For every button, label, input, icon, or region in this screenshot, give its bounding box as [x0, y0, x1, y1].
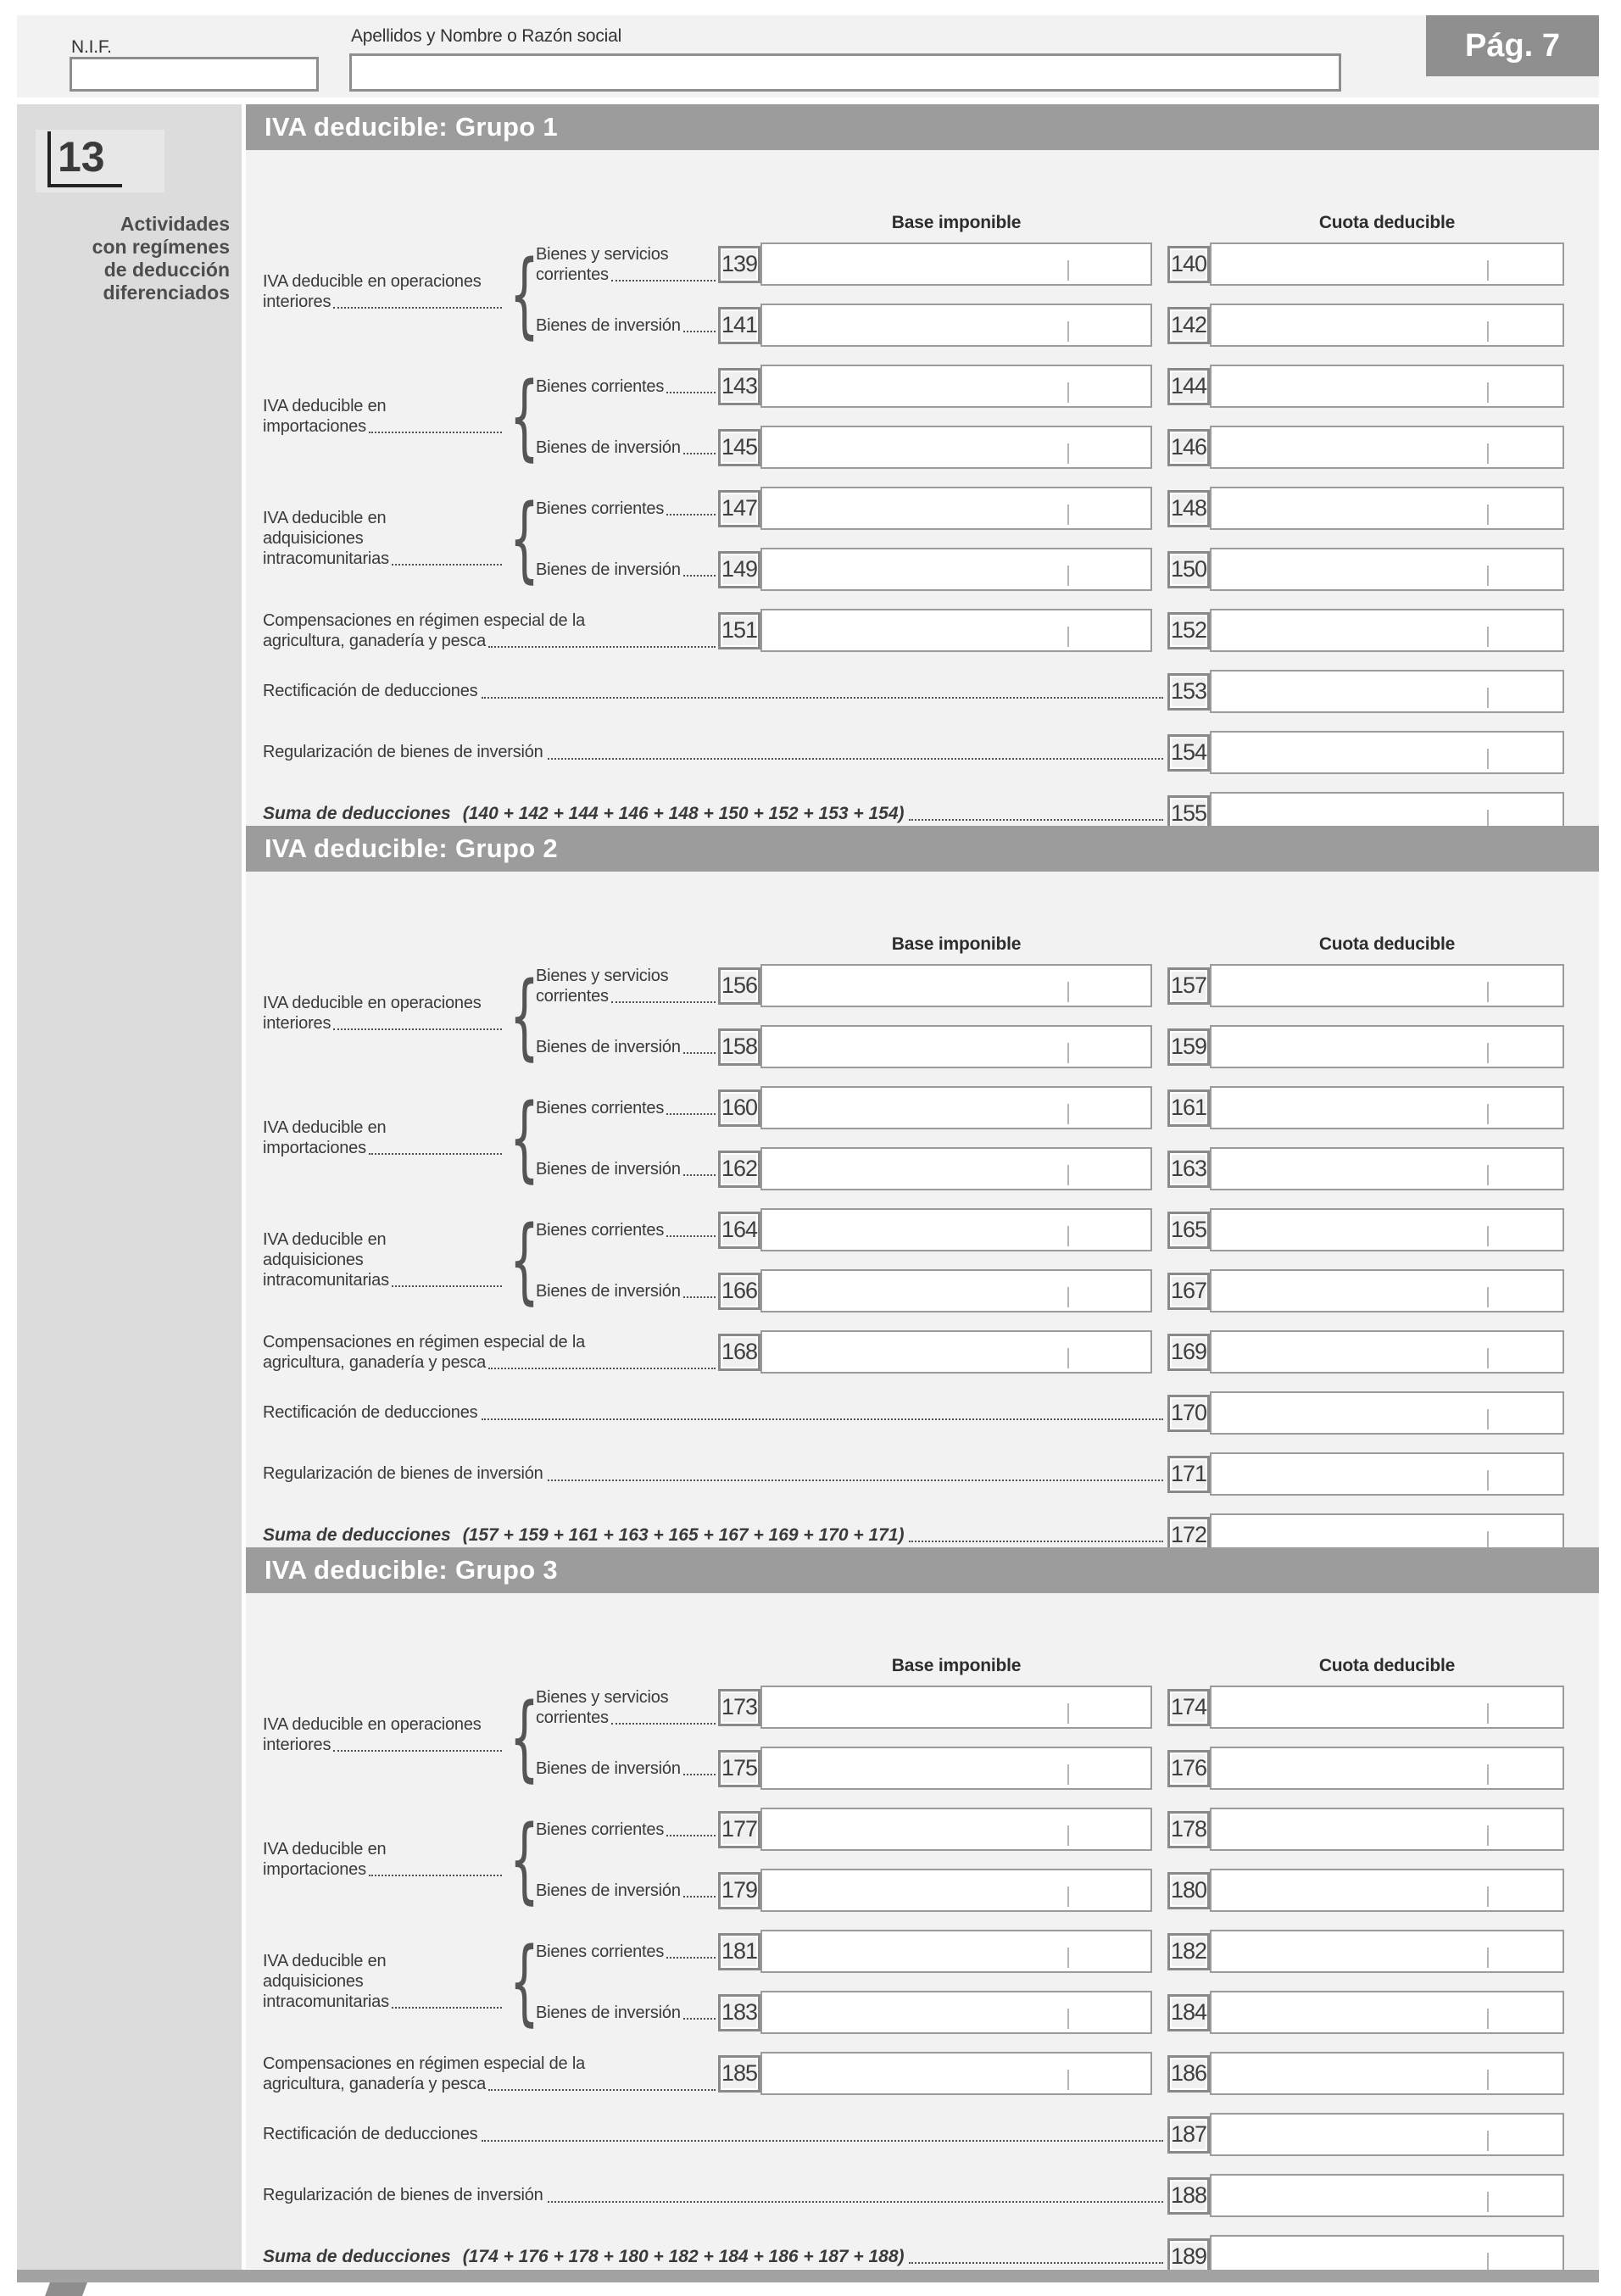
row-bienes-inversion: Bienes de inversión 183 184 — [536, 1991, 1564, 2034]
input-173[interactable] — [760, 1686, 1152, 1729]
input-169[interactable] — [1210, 1330, 1564, 1374]
dot-leader — [369, 416, 502, 433]
brace: { — [510, 362, 539, 471]
input-184[interactable] — [1210, 1991, 1564, 2034]
code-box-149: 149 — [718, 551, 760, 588]
code-box-180: 180 — [1167, 1872, 1210, 1909]
code-box-165: 165 — [1167, 1212, 1210, 1249]
row-bienes-inversion: Bienes de inversión 158 159 — [536, 1025, 1564, 1068]
nif-label: N.I.F. — [71, 37, 112, 57]
code-box-140: 140 — [1167, 246, 1210, 283]
code-box-156: 156 — [718, 967, 760, 1005]
dot-leader — [683, 560, 716, 577]
iva-group-2 — [246, 826, 1599, 1547]
input-165[interactable] — [1210, 1208, 1564, 1251]
input-180[interactable] — [1210, 1869, 1564, 1912]
input-175[interactable] — [760, 1747, 1152, 1790]
code-box-143: 143 — [718, 368, 760, 405]
code-box-176: 176 — [1167, 1750, 1210, 1787]
column-header-cuota: Cuota deducible — [1318, 213, 1456, 232]
input-150[interactable] — [1210, 548, 1564, 591]
nif-input[interactable] — [70, 57, 319, 92]
code-box-164: 164 — [718, 1212, 760, 1249]
row-suma-deducciones: Suma de deducciones (174 + 176 + 178 + 180 + 182 + 184 + 186 + 187 + 188) 189 — [263, 2235, 1564, 2278]
row-bienes-inversion: Bienes de inversión 141 142 — [536, 304, 1564, 347]
brace: { — [510, 240, 539, 348]
row-bienes-corrientes: Bienes corrientes 181 182 — [536, 1930, 1564, 1973]
label-importaciones: IVA deducible en importaciones — [263, 396, 504, 437]
input-181[interactable] — [760, 1930, 1152, 1973]
row-bienes-inversion: Bienes de inversión 162 163 — [536, 1147, 1564, 1190]
label-adquisiciones-intracomunitarias: IVA deducible en adquisiciones intracomunitarias — [263, 508, 504, 569]
page-number-badge: Pág. 7 — [1426, 15, 1599, 76]
brace: { — [510, 1805, 539, 1914]
input-149[interactable] — [760, 548, 1152, 591]
code-box-184: 184 — [1167, 1994, 1210, 2031]
iva-group-1 — [246, 104, 1599, 826]
code-box-146: 146 — [1167, 429, 1210, 466]
dot-leader — [392, 549, 502, 566]
input-147[interactable] — [760, 487, 1152, 530]
code-box-141: 141 — [718, 307, 760, 344]
row-rectificacion: Rectificación de deducciones 187 — [263, 2113, 1564, 2156]
code-box-157: 157 — [1167, 967, 1210, 1005]
section-title-line: de deducción — [103, 259, 230, 281]
code-box-144: 144 — [1167, 368, 1210, 405]
column-header-base: Base imponible — [891, 213, 1022, 232]
label-adquisiciones-intracomunitarias: IVA deducible en adquisiciones intracomunitarias — [263, 1229, 504, 1290]
code-box-178: 178 — [1167, 1811, 1210, 1848]
code-box-158: 158 — [718, 1028, 760, 1066]
input-153[interactable] — [1210, 670, 1564, 713]
input-188[interactable] — [1210, 2174, 1564, 2217]
dot-leader — [666, 376, 716, 393]
dot-leader — [666, 1942, 716, 1959]
row-bienes-inversion: Bienes de inversión 145 146 — [536, 426, 1564, 469]
input-148[interactable] — [1210, 487, 1564, 530]
name-label: Apellidos y Nombre o Razón social — [351, 26, 622, 46]
code-box-172: 172 — [1167, 1517, 1210, 1554]
dot-leader — [683, 437, 716, 454]
label-adquisiciones-intracomunitarias: IVA deducible en adquisiciones intracomunitarias — [263, 1951, 504, 2012]
input-151[interactable] — [760, 609, 1152, 652]
input-141[interactable] — [760, 304, 1152, 347]
code-box-139: 139 — [718, 246, 760, 283]
dot-leader — [666, 1820, 716, 1836]
code-box-159: 159 — [1167, 1028, 1210, 1066]
code-box-189: 189 — [1167, 2238, 1210, 2276]
dot-leader — [333, 292, 502, 309]
label-operaciones-interiores: IVA deducible en operaciones interiores — [263, 1714, 504, 1755]
code-box-187: 187 — [1167, 2116, 1210, 2154]
code-box-182: 182 — [1167, 1933, 1210, 1970]
brace: { — [510, 1927, 539, 2036]
code-box-166: 166 — [718, 1273, 760, 1310]
section-title — [92, 213, 230, 304]
code-box-148: 148 — [1167, 490, 1210, 527]
section-title-line: Actividades — [120, 213, 230, 235]
brace: { — [510, 1084, 539, 1192]
dot-leader — [333, 1013, 502, 1030]
code-box-147: 147 — [718, 490, 760, 527]
dot-leader — [683, 1758, 716, 1775]
row-rectificacion: Rectificación de deducciones 153 — [263, 670, 1564, 713]
label-importaciones: IVA deducible en importaciones — [263, 1117, 504, 1158]
input-144[interactable] — [1210, 365, 1564, 408]
code-box-161: 161 — [1167, 1089, 1210, 1127]
code-box-170: 170 — [1167, 1395, 1210, 1432]
dot-leader — [488, 2074, 716, 2091]
dot-leader — [666, 499, 716, 515]
code-box-188: 188 — [1167, 2177, 1210, 2215]
brace: { — [510, 961, 539, 1070]
input-156[interactable] — [760, 964, 1152, 1007]
dot-leader — [392, 1270, 502, 1287]
form-area — [246, 104, 1599, 2269]
dot-leader — [666, 1098, 716, 1115]
column-header-base: Base imponible — [891, 1656, 1022, 1675]
code-box-142: 142 — [1167, 307, 1210, 344]
input-187[interactable] — [1210, 2113, 1564, 2156]
row-bienes-corrientes: Bienes corrientes 143 144 — [536, 365, 1564, 408]
brace: { — [510, 1683, 539, 1792]
dot-leader — [392, 1992, 502, 2009]
sidebar-section-13 — [17, 104, 242, 2270]
column-header-cuota: Cuota deducible — [1318, 1656, 1456, 1675]
dot-leader — [683, 1037, 716, 1054]
dot-leader — [488, 631, 716, 648]
input-168[interactable] — [760, 1330, 1152, 1374]
input-177[interactable] — [760, 1808, 1152, 1851]
row-compensaciones: Compensaciones en régimen especial de la agricultura, ganadería y pesca 151 152 — [263, 609, 1564, 652]
dot-leader — [683, 1159, 716, 1176]
group-3-header: IVA deducible: Grupo 3 — [246, 1547, 1599, 1593]
dot-leader — [683, 1281, 716, 1298]
dot-leader — [666, 1220, 716, 1237]
input-145[interactable] — [760, 426, 1152, 469]
input-167[interactable] — [1210, 1269, 1564, 1312]
dot-leader — [909, 819, 1163, 821]
input-186[interactable] — [1210, 2052, 1564, 2095]
dot-leader — [909, 1541, 1163, 1542]
code-box-145: 145 — [718, 429, 760, 466]
input-176[interactable] — [1210, 1747, 1564, 1790]
dot-leader — [482, 697, 1163, 699]
code-box-183: 183 — [718, 1994, 760, 2031]
code-box-175: 175 — [718, 1750, 760, 1787]
row-bienes-corrientes: Bienes corrientes 177 178 — [536, 1808, 1564, 1851]
input-185[interactable] — [760, 2052, 1152, 2095]
code-box-168: 168 — [718, 1334, 760, 1371]
dot-leader — [683, 1881, 716, 1898]
code-box-185: 185 — [718, 2055, 760, 2093]
dot-leader — [369, 1138, 502, 1155]
code-box-173: 173 — [718, 1689, 760, 1726]
brace: { — [510, 484, 539, 593]
input-154[interactable] — [1210, 731, 1564, 774]
name-input[interactable] — [349, 53, 1341, 92]
label-importaciones: IVA deducible en importaciones — [263, 1839, 504, 1880]
input-158[interactable] — [760, 1025, 1152, 1068]
dot-leader — [611, 265, 716, 281]
code-box-162: 162 — [718, 1151, 760, 1188]
input-174[interactable] — [1210, 1686, 1564, 1729]
dot-leader — [611, 1708, 716, 1725]
label-operaciones-interiores: IVA deducible en operaciones interiores — [263, 993, 504, 1034]
row-bienes-servicios-corrientes: Bienes y servicios corrientes 139 140 — [536, 242, 1564, 286]
dot-leader — [548, 1480, 1163, 1481]
code-box-163: 163 — [1167, 1151, 1210, 1188]
dot-leader — [548, 758, 1163, 760]
dot-leader — [482, 2140, 1163, 2142]
input-157[interactable] — [1210, 964, 1564, 1007]
code-box-155: 155 — [1167, 795, 1210, 833]
code-box-151: 151 — [718, 612, 760, 649]
row-bienes-corrientes: Bienes corrientes 160 161 — [536, 1086, 1564, 1129]
row-bienes-servicios-corrientes: Bienes y servicios corrientes 173 174 — [536, 1686, 1564, 1729]
row-bienes-corrientes: Bienes corrientes 147 148 — [536, 487, 1564, 530]
row-bienes-inversion: Bienes de inversión 166 167 — [536, 1269, 1564, 1312]
row-regularizacion: Regularización de bienes de inversión 188 — [263, 2174, 1564, 2217]
code-box-181: 181 — [718, 1933, 760, 1970]
dot-leader — [488, 1352, 716, 1369]
page-corner-mark — [45, 2282, 87, 2296]
input-139[interactable] — [760, 242, 1152, 286]
section-title-line: diferenciados — [103, 281, 230, 304]
code-box-169: 169 — [1167, 1334, 1210, 1371]
input-164[interactable] — [760, 1208, 1152, 1251]
input-166[interactable] — [760, 1269, 1152, 1312]
input-146[interactable] — [1210, 426, 1564, 469]
dot-leader — [683, 2003, 716, 2020]
dot-leader — [333, 1735, 502, 1752]
input-140[interactable] — [1210, 242, 1564, 286]
row-regularizacion: Regularización de bienes de inversión 154 — [263, 731, 1564, 774]
row-bienes-inversion: Bienes de inversión 179 180 — [536, 1869, 1564, 1912]
row-suma-deducciones: Suma de deducciones (157 + 159 + 161 + 163 + 165 + 167 + 169 + 170 + 171) 172 — [263, 1513, 1564, 1557]
row-compensaciones: Compensaciones en régimen especial de la agricultura, ganadería y pesca 185 186 — [263, 2052, 1564, 2095]
dot-leader — [683, 315, 716, 332]
row-suma-deducciones: Suma de deducciones (140 + 142 + 144 + 146 + 148 + 150 + 152 + 153 + 154) 155 — [263, 792, 1564, 835]
input-152[interactable] — [1210, 609, 1564, 652]
input-183[interactable] — [760, 1991, 1152, 2034]
code-box-154: 154 — [1167, 734, 1210, 772]
row-bienes-inversion: Bienes de inversión 149 150 — [536, 548, 1564, 591]
row-bienes-corrientes: Bienes corrientes 164 165 — [536, 1208, 1564, 1251]
group-1-header: IVA deducible: Grupo 1 — [246, 104, 1599, 150]
dot-leader — [611, 986, 716, 1003]
input-161[interactable] — [1210, 1086, 1564, 1129]
section-number: 13 — [47, 131, 122, 187]
dot-leader — [548, 2201, 1163, 2203]
code-box-167: 167 — [1167, 1273, 1210, 1310]
top-header-band — [17, 15, 1599, 98]
code-box-174: 174 — [1167, 1689, 1210, 1726]
code-box-186: 186 — [1167, 2055, 1210, 2093]
input-178[interactable] — [1210, 1808, 1564, 1851]
dot-leader — [369, 1859, 502, 1876]
code-box-150: 150 — [1167, 551, 1210, 588]
code-box-153: 153 — [1167, 673, 1210, 711]
row-bienes-inversion: Bienes de inversión 175 176 — [536, 1747, 1564, 1790]
input-143[interactable] — [760, 365, 1152, 408]
footer-bar — [17, 2270, 1599, 2282]
code-box-177: 177 — [718, 1811, 760, 1848]
input-182[interactable] — [1210, 1930, 1564, 1973]
row-rectificacion: Rectificación de deducciones 170 — [263, 1391, 1564, 1435]
input-163[interactable] — [1210, 1147, 1564, 1190]
iva-group-3 — [246, 1547, 1599, 2269]
row-compensaciones: Compensaciones en régimen especial de la agricultura, ganadería y pesca 168 169 — [263, 1330, 1564, 1374]
code-box-171: 171 — [1167, 1456, 1210, 1493]
input-171[interactable] — [1210, 1452, 1564, 1496]
input-160[interactable] — [760, 1086, 1152, 1129]
input-170[interactable] — [1210, 1391, 1564, 1435]
group-2-header: IVA deducible: Grupo 2 — [246, 826, 1599, 872]
input-162[interactable] — [760, 1147, 1152, 1190]
column-header-cuota: Cuota deducible — [1318, 934, 1456, 954]
input-179[interactable] — [760, 1869, 1152, 1912]
row-bienes-servicios-corrientes: Bienes y servicios corrientes 156 157 — [536, 964, 1564, 1007]
label-operaciones-interiores: IVA deducible en operaciones interiores — [263, 271, 504, 312]
column-header-base: Base imponible — [891, 934, 1022, 954]
brace: { — [510, 1206, 539, 1314]
section-title-line: con regímenes — [92, 236, 230, 258]
dot-leader — [482, 1418, 1163, 1420]
code-box-152: 152 — [1167, 612, 1210, 649]
code-box-160: 160 — [718, 1089, 760, 1127]
code-box-179: 179 — [718, 1872, 760, 1909]
row-regularizacion: Regularización de bienes de inversión 171 — [263, 1452, 1564, 1496]
input-159[interactable] — [1210, 1025, 1564, 1068]
input-142[interactable] — [1210, 304, 1564, 347]
dot-leader — [909, 2262, 1163, 2264]
